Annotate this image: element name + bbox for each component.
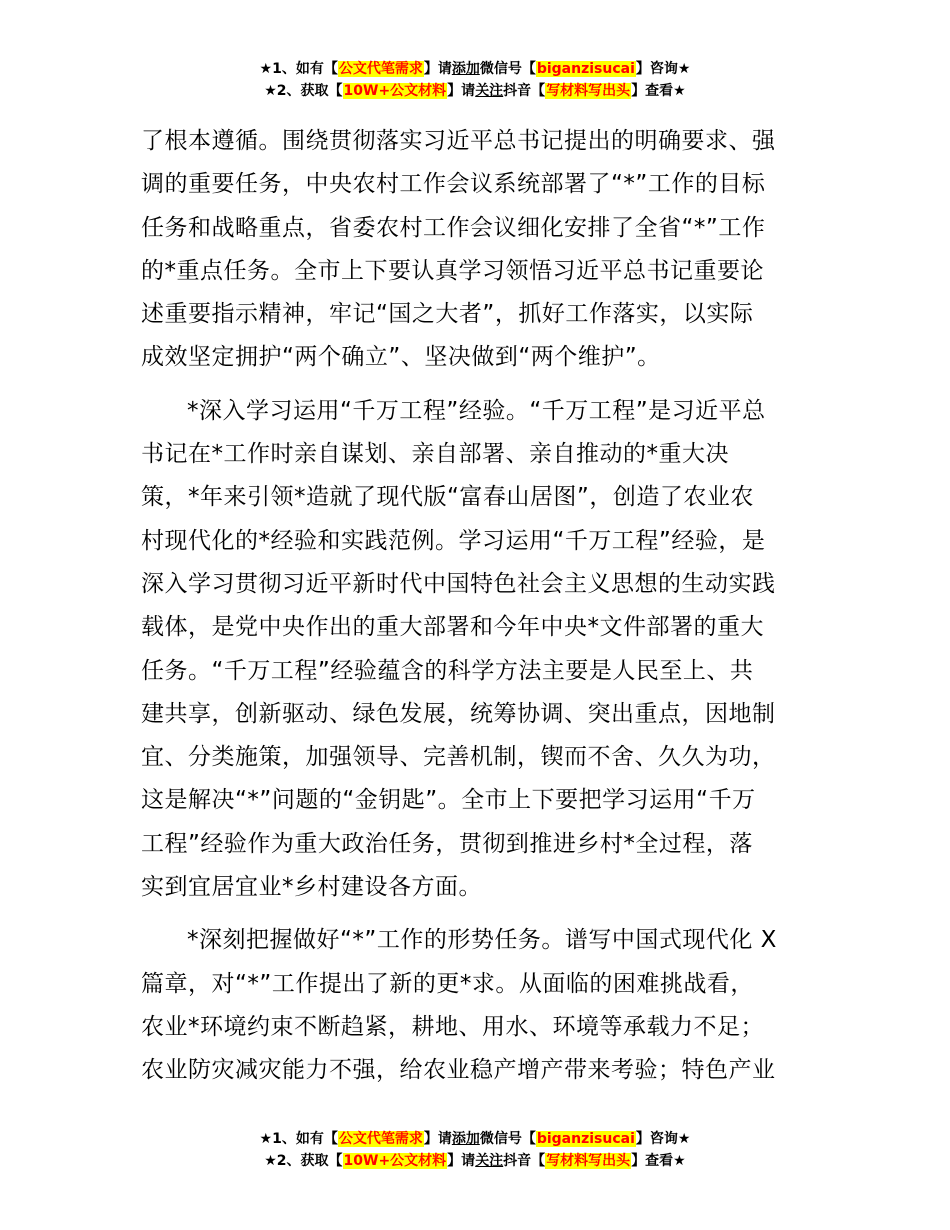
text-line: 实到宜居宜业*乡村建设各方面。: [141, 874, 482, 901]
paragraph-gap: [141, 380, 813, 390]
banner-text: ★2、获取【: [264, 1153, 343, 1169]
banner-text: ★2、获取【: [264, 83, 343, 99]
banner-line-2: [0, 1150, 950, 1172]
text-line: 农业防灾减灾能力不强，给农业稳产增产带来考验；特色产业: [141, 1057, 776, 1084]
banner-underlined-text: 关注: [475, 1153, 504, 1169]
text-line: 建共享，创新驱动、绿色发展，统筹协调、突出重点，因地制: [141, 700, 776, 727]
banner-underlined-text: 添加: [451, 1131, 480, 1147]
paragraph-1: [141, 120, 813, 380]
text-line: 任务。“千万工程”经验蕴含的科学方法主要是人民至上、共: [141, 657, 754, 684]
banner-text: 抖音【: [503, 1153, 546, 1169]
banner-text: 】请: [423, 1131, 452, 1147]
banner-line-2: [0, 80, 950, 102]
banner-text: 】咨询★: [635, 61, 691, 77]
paragraph-2: [141, 390, 813, 910]
paragraph-3: [141, 919, 813, 1092]
text-line: 村现代化的*经验和实践范例。学习运用“千万工程”经验，是: [141, 527, 766, 554]
document-body: [141, 120, 813, 1093]
banner-text: 微信号【: [479, 1131, 536, 1147]
text-line: *深入学习运用“千万工程”经验。“千万工程”是习近平总: [187, 397, 766, 424]
text-line: 的*重点任务。全市上下要认真学习领悟习近平总书记重要论: [141, 257, 764, 284]
banner-underlined-text: 关注: [475, 83, 504, 99]
header-banner: [0, 58, 950, 102]
text-line: 策，*年来引领*造就了现代版“富春山居图”，创造了农业农: [141, 484, 754, 511]
text-line: 载体，是党中央作出的重大部署和今年中央*文件部署的重大: [141, 614, 764, 641]
banner-line-1: [0, 58, 950, 80]
text-line: 篇章，对“*”工作提出了新的更*求。从面临的困难挑战看，: [141, 970, 754, 997]
banner-highlight-service: 公文代笔需求: [338, 1131, 423, 1147]
text-line: 任务和战略重点，省委农村工作会议细化安排了全省“*”工作: [141, 214, 766, 241]
banner-highlight-douyin-id: 写材料写出头: [546, 83, 631, 99]
banner-text: 】请: [447, 1153, 476, 1169]
banner-text: ★1、如有【: [259, 61, 338, 77]
paragraph-gap: [141, 909, 813, 919]
banner-highlight-materials: 10W+公文材料: [343, 83, 447, 99]
banner-text: 】查看★: [631, 83, 686, 99]
text-line: 述重要指示精神，牢记“国之大者”，抓好工作落实，以实际: [141, 301, 754, 328]
text-line: 成效坚定拥护“两个确立”、坚决做到“两个维护”。: [141, 344, 661, 371]
banner-highlight-douyin-id: 写材料写出头: [546, 1153, 631, 1169]
banner-highlight-service: 公文代笔需求: [338, 61, 423, 77]
banner-underlined-text: 添加: [451, 61, 480, 77]
banner-text: ★1、如有【: [259, 1131, 338, 1147]
banner-highlight-wechat-id: biganzisucai: [536, 61, 635, 77]
text-line: 了根本遵循。围绕贯彻落实习近平总书记提出的明确要求、强: [141, 128, 776, 154]
text-line: 深入学习贯彻习近平新时代中国特色社会主义思想的生动实践: [141, 570, 776, 597]
banner-text: 】请: [447, 83, 476, 99]
banner-text: 】查看★: [631, 1153, 686, 1169]
banner-text: 抖音【: [503, 83, 546, 99]
banner-text: 微信号【: [479, 61, 536, 77]
text-line: 农业*环境约束不断趋紧，耕地、用水、环境等承载力不足；: [141, 1013, 764, 1040]
banner-text: 】请: [423, 61, 452, 77]
text-line: 书记在*工作时亲自谋划、亲自部署、亲自推动的*重大决: [141, 441, 729, 468]
text-line: 调的重要任务，中央农村工作会议系统部署了“*”工作的目标: [141, 171, 766, 198]
text-line: 工程”经验作为重大政治任务，贯彻到推进乡村*全过程，落: [141, 830, 753, 857]
banner-text: 】咨询★: [635, 1131, 691, 1147]
footer-banner: [0, 1128, 950, 1172]
banner-highlight-wechat-id: biganzisucai: [536, 1131, 635, 1147]
banner-highlight-materials: 10W+公文材料: [343, 1153, 447, 1169]
text-line: 这是解决“*”问题的“金钥匙”。全市上下要把学习运用“千万: [141, 787, 756, 814]
text-line: *深刻把握做好“*”工作的形势任务。谱写中国式现代化 X: [187, 927, 777, 954]
text-line: 宜、分类施策，加强领导、完善机制，锲而不舍、久久为功，: [141, 744, 776, 771]
banner-line-1: [0, 1128, 950, 1150]
